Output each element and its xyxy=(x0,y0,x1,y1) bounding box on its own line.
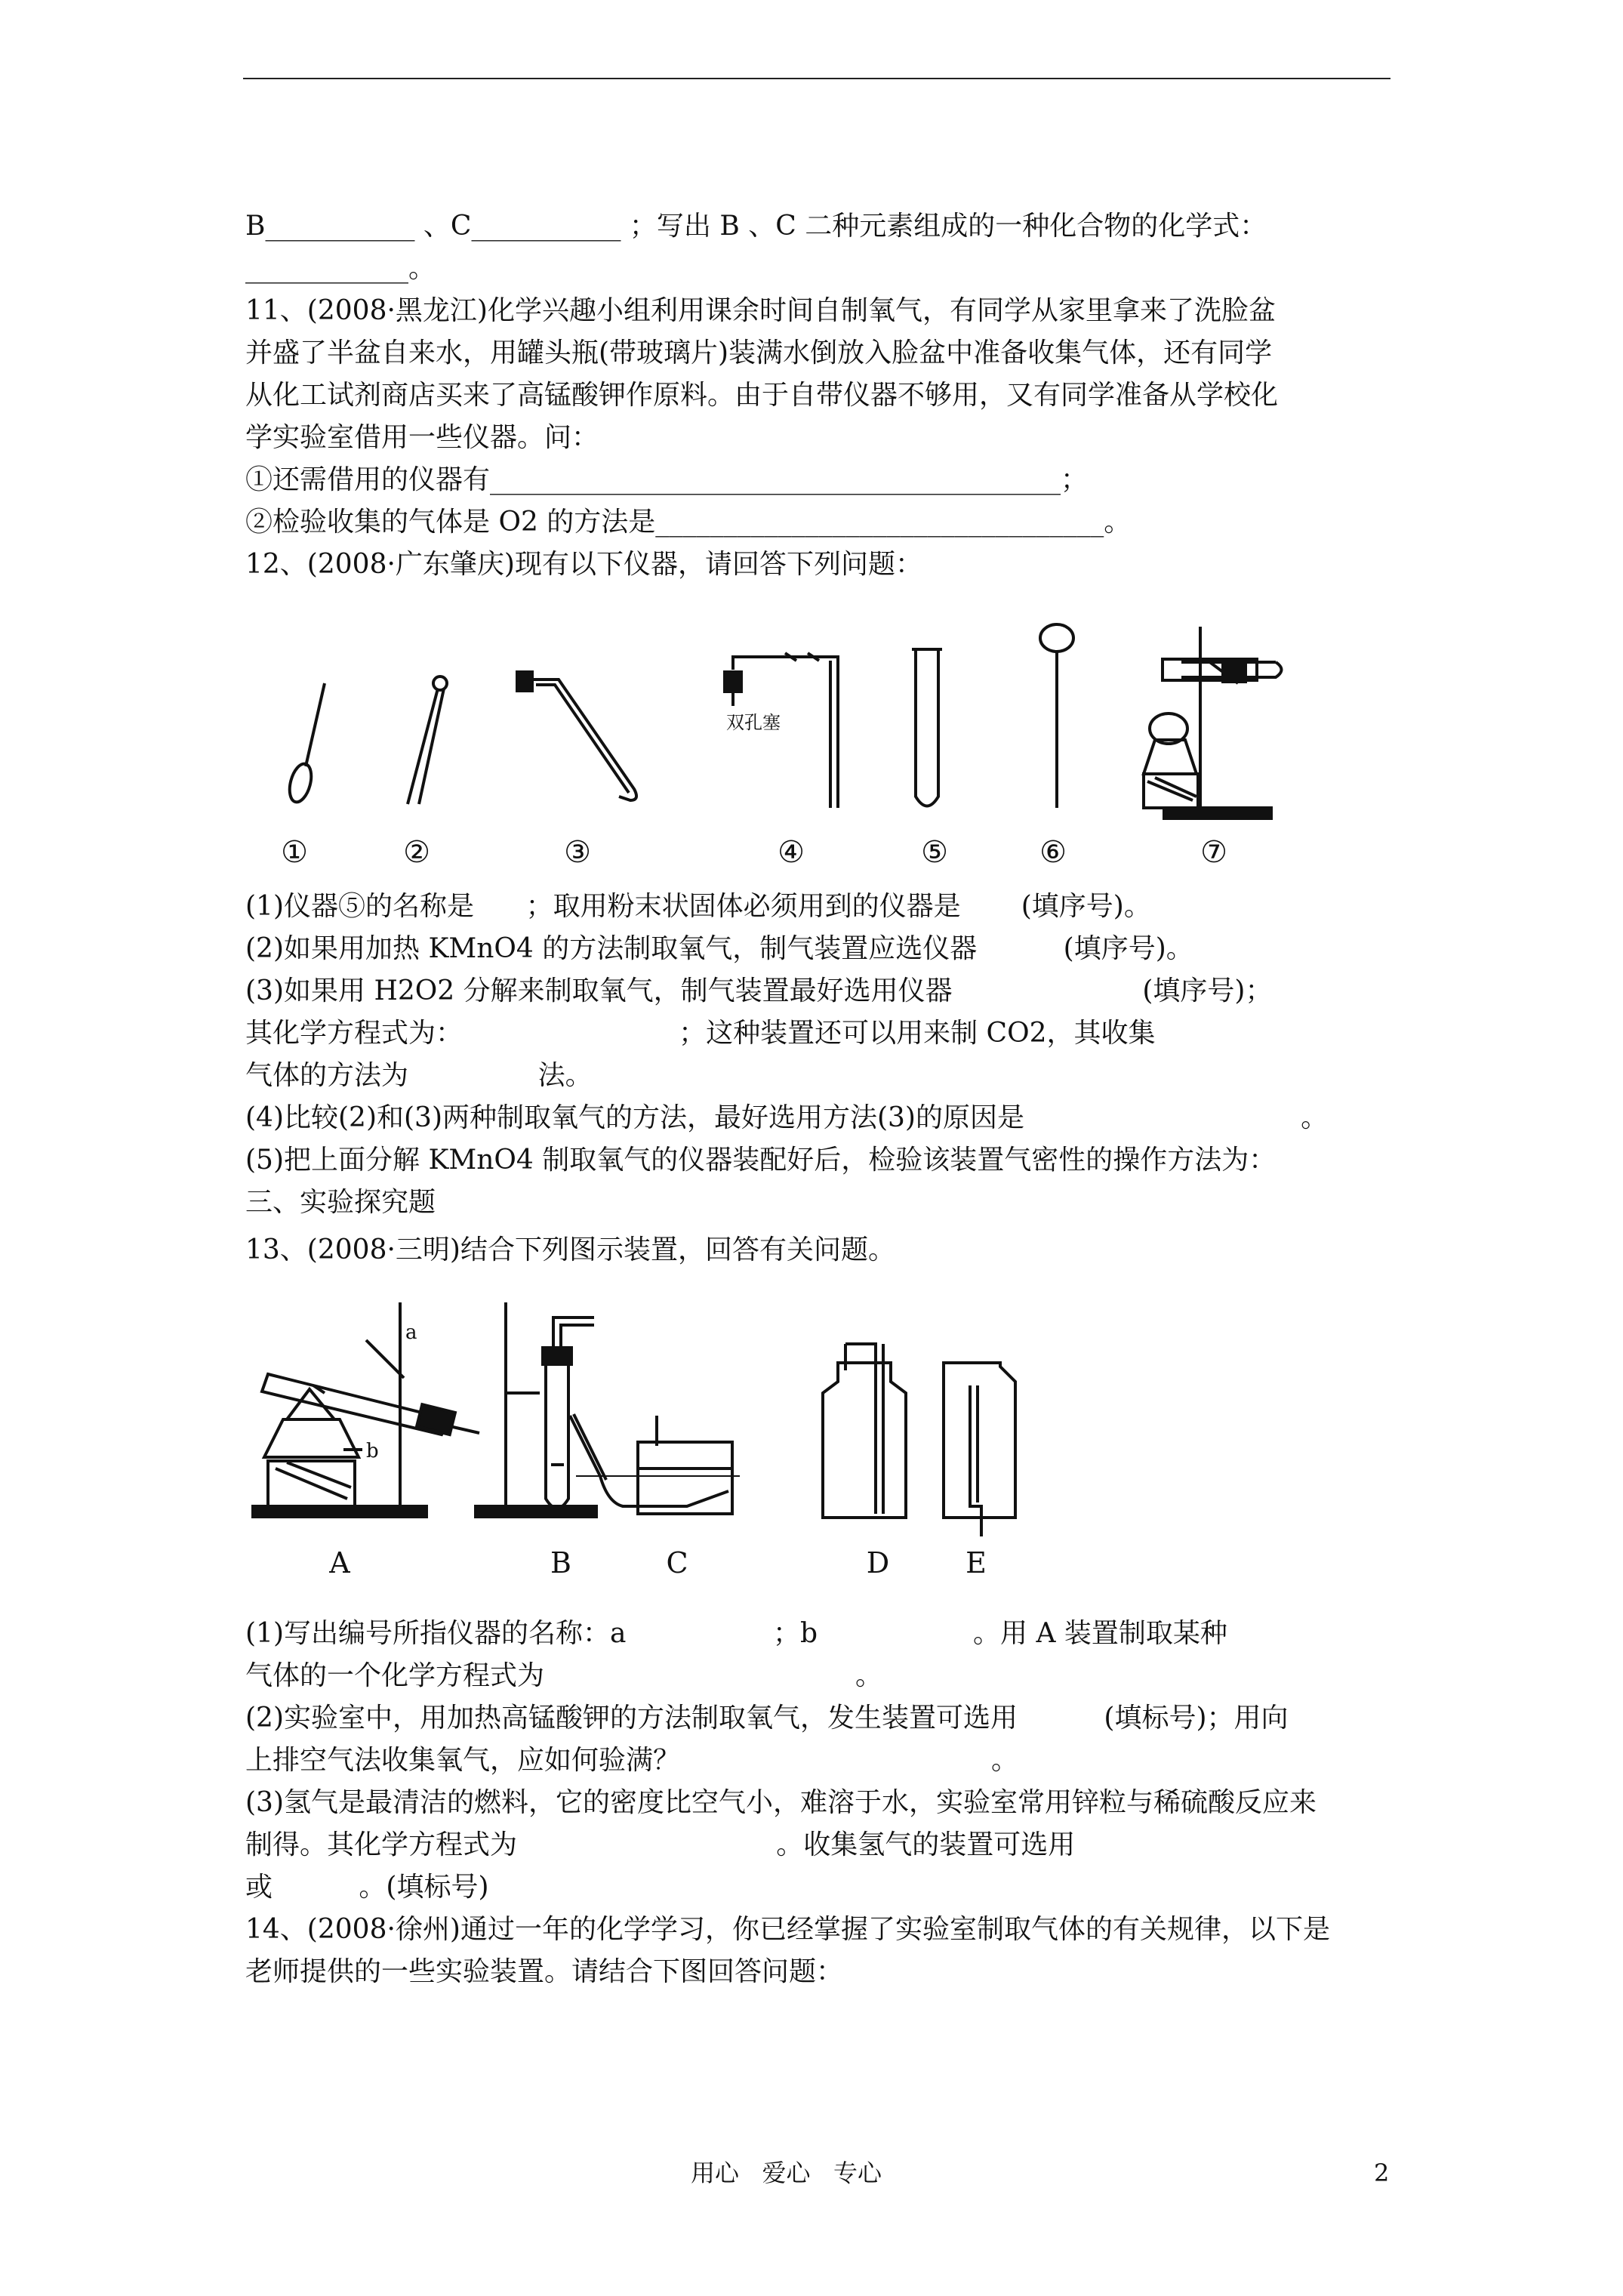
text-line: (1)写出编号所指仪器的名称：a ；b 。用 A 装置制取某种 xyxy=(245,1618,1227,1649)
label-4: ④ xyxy=(778,835,805,868)
test-tube-drawing xyxy=(912,649,942,806)
text-line: (5)把上面分解 KMnO4 制取氧气的仪器装配好后，检验该装置气密性的操作方法为： xyxy=(245,1145,1277,1176)
label-5: ⑤ xyxy=(921,835,948,868)
text-line: ____________。 xyxy=(245,253,436,284)
text-line: (2)如果用加热 KMnO4 的方法制取氧气，制气装置应选仪器 (填序号)。 xyxy=(245,933,1193,964)
question-14: 14、(2008·徐州)通过一年的化学学习，你已经掌握了实验室制取气体的有关规律，以下是 xyxy=(245,1914,1330,1945)
text-line: B___________ 、C___________ ；写出 B 、C 二种元素组成的一种化合物的化学式： xyxy=(245,211,1267,242)
apparatus-b-drawing xyxy=(476,1302,596,1517)
text-line: ①还需借用的仪器有__________________________________________； xyxy=(245,464,1089,495)
label-e: E xyxy=(965,1546,987,1579)
label-a: A xyxy=(329,1546,350,1579)
text-line: ②检验收集的气体是 O2 的方法是_________________________________。 xyxy=(245,507,1132,538)
header-rule xyxy=(243,78,1390,79)
apparatus-d-drawing xyxy=(823,1344,906,1518)
text-line: 学实验室借用一些仪器。问： xyxy=(245,422,599,453)
label-2: ② xyxy=(403,835,430,868)
pointer-a: a xyxy=(405,1321,417,1344)
apparatus-a-drawing xyxy=(253,1302,479,1517)
text-line: 老师提供的一些实验装置。请结合下图回答问题： xyxy=(245,1956,844,1987)
text-line: 其化学方程式为： ；这种装置还可以用来制 CO2，其收集 xyxy=(245,1018,1156,1049)
text-line: (1)仪器⑤的名称是 ；取用粉末状固体必须用到的仪器是 (填序号)。 xyxy=(245,891,1151,922)
apparatus-c-drawing xyxy=(570,1414,740,1514)
medicine-spoon-drawing xyxy=(286,683,325,804)
label-d: D xyxy=(866,1546,890,1579)
instruments-figure xyxy=(249,615,1351,868)
label-7: ⑦ xyxy=(1200,835,1227,868)
text-line: (3)氢气是最清洁的燃料，它的密度比空气小，难溶于水，实验室常用锌粒与稀硫酸反应来 xyxy=(245,1787,1317,1818)
question-13: 13、(2008·三明)结合下列图示装置，回答有关问题。 xyxy=(245,1234,895,1265)
page-number: 2 xyxy=(1374,2159,1390,2187)
label-c: C xyxy=(666,1546,688,1579)
tongs-drawing xyxy=(408,676,447,804)
text-line: 从化工试剂商店买来了高锰酸钾作原料。由于自带仪器不够用，又有同学准备从学校化 xyxy=(245,380,1279,411)
question-12: 12、(2008·广东肇庆)现有以下仪器，请回答下列问题： xyxy=(245,549,922,580)
text-line: 或 。(填标号) xyxy=(245,1872,489,1903)
text-line: 并盛了半盆自来水，用罐头瓶(带玻璃片)装满水倒放入脸盆中准备收集气体，还有同学 xyxy=(245,337,1273,368)
text-line: 气体的一个化学方程式为 。 xyxy=(245,1660,882,1691)
text-line: (4)比较(2)和(3)两种制取氧气的方法，最好选用方法(3)的原因是 。 xyxy=(245,1102,1329,1133)
text-line: 制得。其化学方程式为 。收集氢气的装置可选用 xyxy=(245,1829,1076,1860)
label-6: ⑥ xyxy=(1039,835,1067,868)
apparatus-e-drawing xyxy=(944,1363,1015,1536)
text-line: 上排空气法收集氧气，应如何验满？ 。 xyxy=(245,1745,1018,1776)
text-line: 气体的方法为 法。 xyxy=(245,1060,593,1091)
stopper-caption: 双孔塞 xyxy=(726,712,781,733)
text-line: (3)如果用 H2O2 分解来制取氧气，制气装置最好选用仪器 (填序号)； xyxy=(245,975,1273,1006)
apparatus-figure xyxy=(245,1287,1046,1589)
heating-apparatus-drawing xyxy=(1144,627,1282,818)
text-line: (2)实验室中，用加热高锰酸钾的方法制取氧气，发生装置可选用 (填标号)；用向 xyxy=(245,1703,1289,1734)
section-heading: 三、实验探究题 xyxy=(245,1187,436,1218)
footer-text: 用心 爱心 专心 xyxy=(691,2159,882,2187)
question-11: 11、(2008·黑龙江)化学兴趣小组利用课余时间自制氧气，有同学从家里拿来了洗脸盆 xyxy=(245,295,1276,326)
label-b: B xyxy=(550,1546,571,1579)
label-1: ① xyxy=(281,835,308,868)
delivery-tube-drawing xyxy=(517,672,636,800)
pointer-b: b xyxy=(366,1440,379,1462)
funnel-drawing xyxy=(1040,624,1073,808)
label-3: ③ xyxy=(564,835,591,868)
